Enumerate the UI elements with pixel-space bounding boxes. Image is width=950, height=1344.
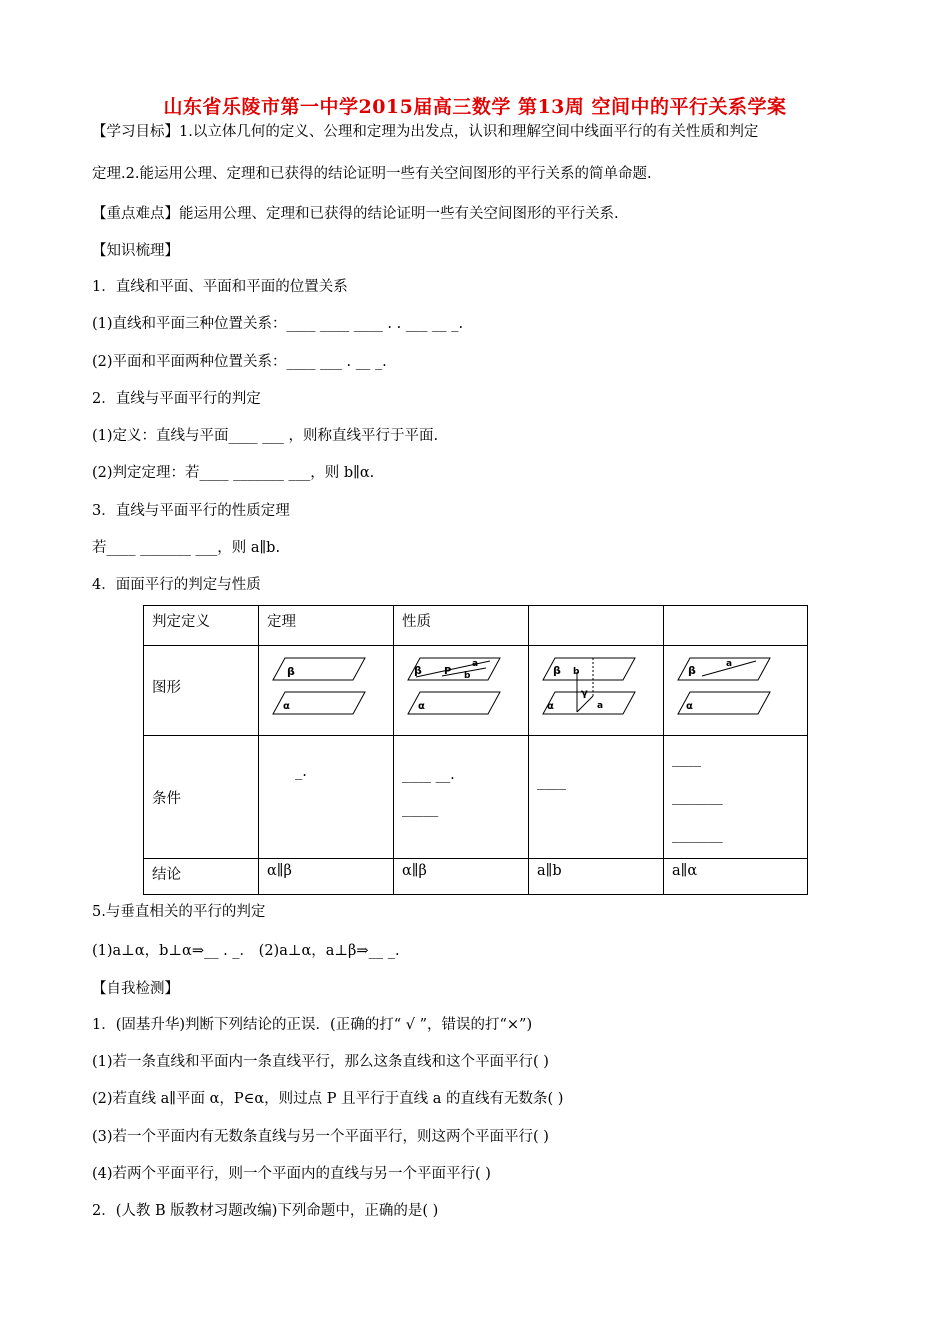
label-alpha: α — [547, 701, 554, 712]
conclusion-cell: α∥β — [394, 859, 529, 895]
label-a: a — [726, 659, 733, 669]
label-beta: β — [688, 664, 696, 677]
label-alpha: α — [283, 701, 290, 712]
k5-line: (1)a⊥α，b⊥α⇒__ . _． (2)a⊥α，a⊥β⇒__ _. — [92, 943, 400, 959]
key-points: 【重点难点】能运用公理、定理和已获得的结论证明一些有关空间图形的平行关系. — [92, 206, 619, 222]
check-s1: (1)若一条直线和平面内一条直线平行，那么这条直线和这个平面平行( ) — [92, 1054, 549, 1070]
k2-heading: 2．直线与平面平行的判定 — [92, 391, 261, 407]
row-label-conclusion: 结论 — [144, 859, 259, 895]
row-label-figure: 图形 — [144, 646, 259, 736]
table-conclusion-row — [144, 859, 808, 895]
label-a: a — [597, 701, 604, 711]
figure-cell-2 — [394, 646, 529, 736]
check-s3: (3)若一个平面内有无数条直线与另一个平面平行，则这两个平面平行( ) — [92, 1129, 549, 1145]
check-q2: 2．(人教 B 版教材习题改编)下列命题中，正确的是( ) — [92, 1203, 439, 1219]
figure-cell-4 — [664, 646, 808, 736]
k2-q1-label: (1)定义：直线与平面 — [92, 428, 229, 444]
label-beta: β — [553, 664, 561, 677]
k1-q1-blanks: ____ ____ ____ . . ___ __ _. — [286, 316, 464, 332]
k1-q2-label: (2)平面和平面两种位置关系： — [92, 354, 287, 370]
k3-label: 若 — [92, 540, 107, 556]
table-header-cell: 定理 — [259, 606, 394, 646]
k3-blanks: ____ _______ ___， — [106, 540, 232, 556]
table-header-cell — [529, 606, 664, 646]
k2-q1 — [92, 424, 438, 445]
table-header-cell: 性质 — [394, 606, 529, 646]
knowledge-header: 【知识梳理】 — [92, 243, 179, 259]
k3-end: 则 a∥b. — [231, 540, 281, 556]
label-beta: β — [287, 665, 295, 678]
k1-q1 — [92, 312, 463, 333]
k2-q2-label: (2)判定定理：若 — [92, 465, 200, 481]
k1-heading: 1．直线和平面、平面和平面的位置关系 — [92, 279, 348, 295]
figure-cell-3 — [529, 646, 664, 736]
figure-intersecting-lines-in-plane — [402, 652, 520, 722]
table-condition-row — [144, 736, 808, 859]
objectives-line-1: 【学习目标】1.以立体几何的定义、公理和定理为出发点，认识和理解空间中线面平行的有关性质和判定 — [92, 124, 759, 140]
label-a: a — [472, 659, 479, 669]
label-alpha: α — [418, 701, 425, 712]
check-s4: (4)若两个平面平行，则一个平面内的直线与另一个平面平行( ) — [92, 1166, 491, 1182]
condition-cell: ____ __. _____ — [394, 736, 529, 859]
check-s2: (2)若直线 a∥平面 α，P∈α，则过点 P 且平行于直线 a 的直线有无数条( ) — [92, 1091, 564, 1107]
k3-heading: 3．直线与平面平行的性质定理 — [92, 503, 290, 519]
page-title: 山东省乐陵市第一中学2015届高三数学 第13周 空间中的平行关系学案 — [163, 96, 787, 118]
k3-line — [92, 536, 280, 557]
objectives-line-2: 定理.2.能运用公理、定理和已获得的结论证明一些有关空间图形的平行关系的简单命题. — [92, 166, 652, 182]
k2-q2 — [92, 461, 374, 482]
figure-cell-1 — [259, 646, 394, 736]
table-figure-row — [144, 646, 808, 736]
k1-q1-label: (1)直线和平面三种位置关系： — [92, 316, 287, 332]
conclusion-cell: α∥β — [259, 859, 394, 895]
table-header-cell — [664, 606, 808, 646]
k5-heading: 5.与垂直相关的平行的判定 — [92, 904, 266, 920]
label-b: b — [573, 667, 580, 677]
label-beta: β — [414, 664, 422, 677]
condition-cell: ____ _______ _______ — [664, 736, 808, 859]
condition-cell: _. — [259, 736, 394, 859]
conclusion-cell: a∥b — [529, 859, 664, 895]
k2-q1-blanks: ____ ___ ， — [228, 428, 304, 444]
label-gamma: γ — [581, 688, 588, 699]
table-header-row — [144, 606, 808, 646]
row-label-condition: 条件 — [144, 736, 259, 859]
k1-q2-blanks: ____ ___ . __ _. — [286, 354, 387, 370]
label-alpha: α — [686, 701, 693, 712]
k2-q1-end: 则称直线平行于平面. — [303, 428, 439, 444]
conclusion-cell: a∥α — [664, 859, 808, 895]
self-check-header: 【自我检测】 — [92, 981, 179, 997]
k4-heading: 4．面面平行的判定与性质 — [92, 577, 261, 593]
parallel-planes-table — [143, 605, 808, 895]
label-b: b — [464, 671, 471, 681]
condition-cell: ____ — [529, 736, 664, 859]
table-header-cell: 判定定义 — [144, 606, 259, 646]
figure-two-parallel-planes — [267, 652, 385, 722]
k1-q2 — [92, 350, 387, 371]
label-P: P — [444, 666, 452, 677]
k2-q2-blanks: ____ _______ ___， — [199, 465, 325, 481]
check-q1: 1．(固基升华)判断下列结论的正误．(正确的打“ √ ”，错误的打“×”) — [92, 1017, 533, 1033]
figure-line-in-parallel-plane — [672, 652, 790, 722]
figure-third-plane-intersection — [537, 652, 655, 722]
k2-q2-end: 则 b∥α. — [324, 465, 375, 481]
